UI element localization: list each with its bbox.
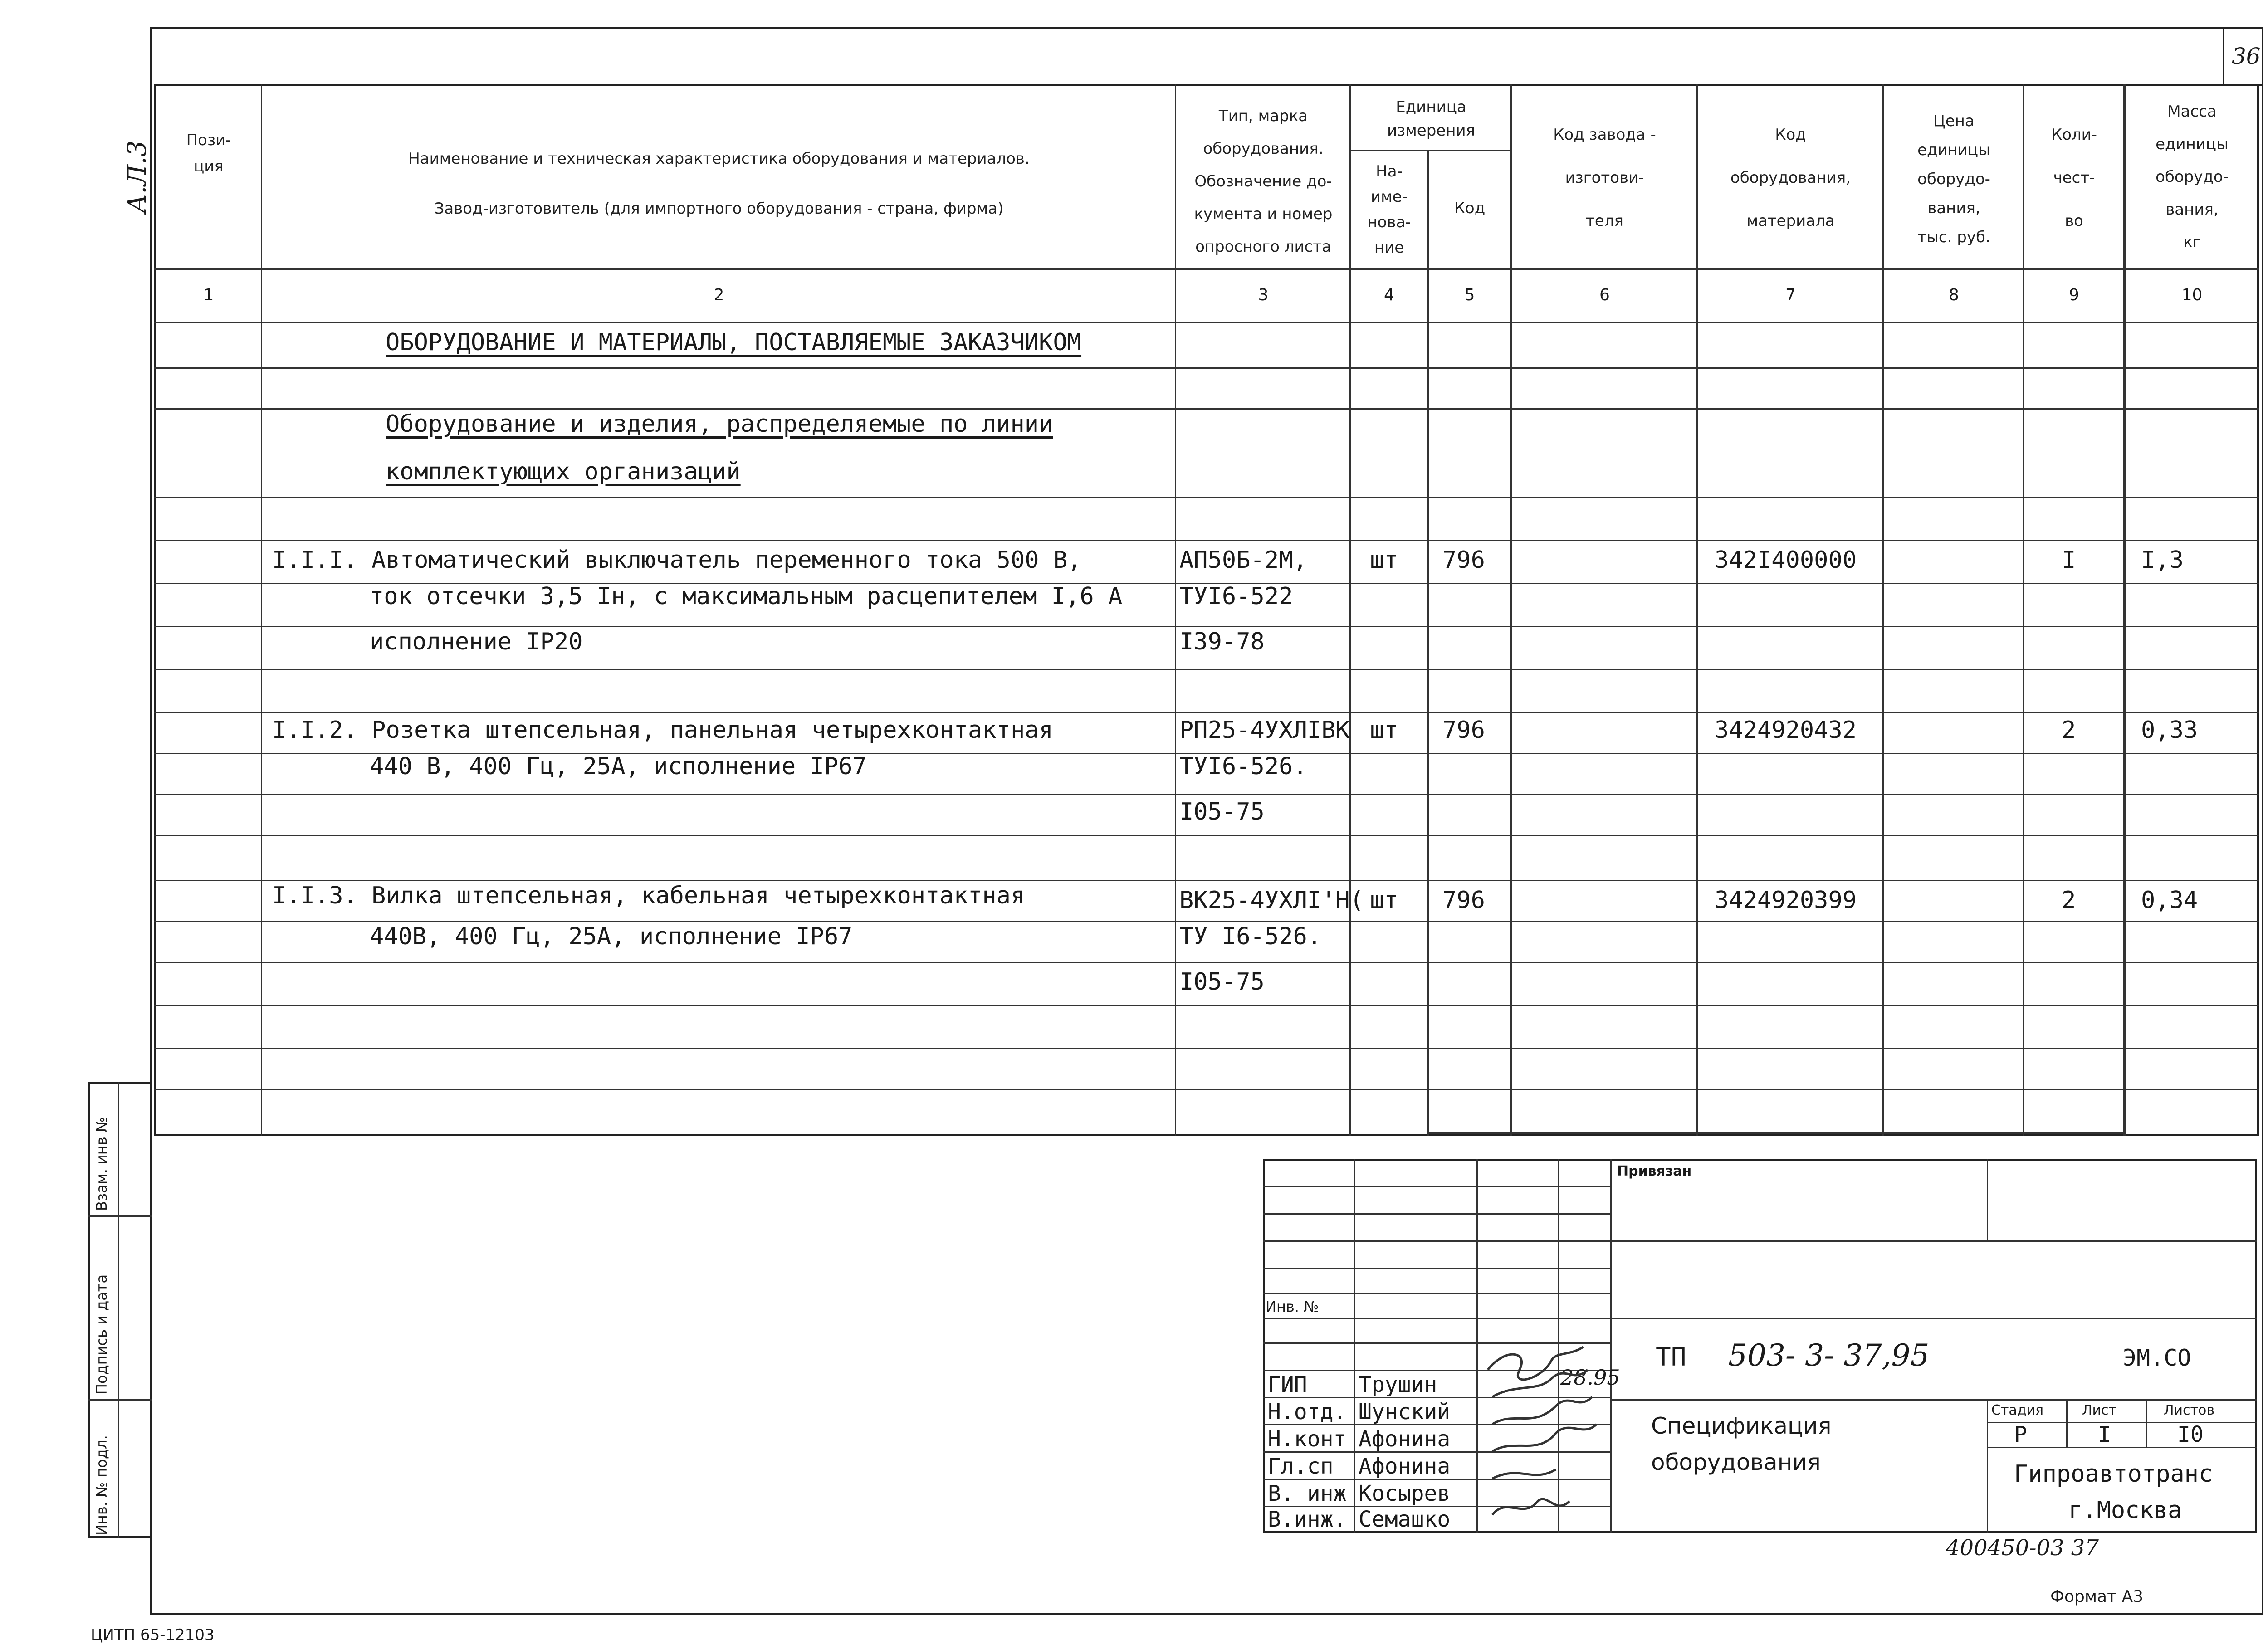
handwritten-signatures (1479, 1342, 1615, 1533)
sig-role-6: В.инж. (1268, 1507, 1347, 1532)
col-num-3: 3 (1258, 286, 1269, 304)
project-code: 503- 3- 37,95 (1728, 1338, 1930, 1373)
col-num-5: 5 (1464, 286, 1475, 304)
section-subtitle-2: комплектующих организаций (386, 458, 741, 485)
col-num-10: 10 (2181, 286, 2203, 304)
col-num-7: 7 (1785, 286, 1796, 304)
item-2-unit: шт (1370, 717, 1398, 744)
item-1-type-3: I39-78 (1179, 628, 1265, 655)
item-1-mass: I,3 (2141, 547, 2184, 574)
item-2-code: 3424920432 (1715, 717, 1857, 744)
item-2-type-1: РП25-4УХЛIВК (1179, 717, 1350, 744)
section-subtitle-1: Оборудование и изделия, распределяемые по линии (386, 410, 1053, 438)
format-label: Формат А3 (2050, 1587, 2144, 1606)
item-3-mass: 0,34 (2141, 887, 2198, 914)
stage-label: Стадия (1991, 1402, 2044, 1418)
col-num-9: 9 (2069, 286, 2079, 304)
sig-role-1: ГИП (1268, 1372, 1307, 1397)
item-2-line-1: I.I.2. Розетка штепсельная, панельная четырехконтактная (272, 717, 1053, 744)
sheets-value: I0 (2177, 1422, 2204, 1447)
item-3-type-2: ТУ I6-526. (1179, 923, 1322, 950)
item-1-line-1: I.I.I. Автоматический выключатель переменного тока 500 В, (272, 547, 1082, 574)
item-3-type-3: I05-75 (1179, 968, 1265, 996)
item-2-qty: 2 (2062, 717, 2076, 744)
item-3-qty: 2 (2062, 887, 2076, 914)
sheet-value: I (2098, 1422, 2111, 1447)
item-2-mass: 0,33 (2141, 717, 2198, 744)
item-2-line-2: 440 В, 400 Гц, 25А, исполнение IP67 (370, 753, 867, 780)
item-2-type-2: ТУI6-526. (1179, 753, 1307, 780)
bottom-left-code: ЦИТП 65-12103 (91, 1626, 215, 1644)
project-prefix: ТП (1656, 1342, 1686, 1372)
sig-role-3: Н.конт (1268, 1426, 1347, 1452)
item-3-line-2: 440В, 400 Гц, 25А, исполнение IP67 (370, 923, 853, 950)
header-price: Цена единицы оборудо- вания, тыс. руб. (1917, 112, 1990, 246)
header-unit-code: Код (1454, 199, 1486, 217)
item-1-qty: I (2062, 547, 2076, 574)
archive-number: 400450-03 37 (1946, 1535, 2099, 1561)
header-type: Тип, марка оборудования. Обозначение до- кумента и номер опросного листа (1194, 107, 1333, 256)
item-3-type-1: ВК25-4УХЛI'Н( (1179, 887, 1364, 914)
sig-role-2: Н.отд. (1268, 1399, 1347, 1425)
header-name: Наименование и техническая характеристика оборудования и материалов. Завод-изготовитель (для импортного оборудования - страна, фирма) (408, 150, 1030, 218)
sig-name-6: Семашко (1359, 1507, 1451, 1532)
doc-title-1: Спецификация (1651, 1413, 1832, 1439)
item-3-unit-code: 796 (1442, 887, 1485, 914)
header-mass: Масса единицы оборудо- вания, кг (2156, 103, 2229, 251)
col-num-8: 8 (1949, 286, 1959, 304)
item-1-type-1: АП50Б-2М, (1179, 547, 1307, 574)
header-unit-name: На- име- нова- ние (1367, 162, 1411, 257)
sig-role-4: Гл.сп (1268, 1454, 1334, 1479)
org-city: г.Москва (2068, 1497, 2182, 1524)
item-3-line-1: I.I.3. Вилка штепсельная, кабельная четырехконтактная (272, 882, 1025, 909)
side-stamp-replace: Взам. инв № (93, 1117, 110, 1211)
header-equip-code: Код оборудования, материала (1730, 126, 1851, 230)
sheets-label: Листов (2164, 1402, 2215, 1418)
sig-name-4: Афонина (1359, 1454, 1451, 1479)
org-name: Гипроавтотранс (2014, 1460, 2213, 1488)
sig-name-2: Шунский (1359, 1399, 1451, 1425)
header-quantity: Коли- чест- во (2051, 126, 2097, 230)
date-note: 28.95 (1560, 1365, 1620, 1390)
corner-sheet-number: 36 (2232, 43, 2261, 69)
col-num-4: 4 (1384, 286, 1394, 304)
stage-value: Р (2014, 1422, 2027, 1447)
item-1-unit-code: 796 (1442, 547, 1485, 574)
item-1-code: 342I400000 (1715, 547, 1857, 574)
sig-name-3: Афонина (1359, 1426, 1451, 1452)
col-num-1: 1 (203, 286, 214, 304)
doc-title-2: оборудования (1651, 1449, 1821, 1475)
header-position: Пози- ция (186, 131, 231, 176)
sig-name-1: Трушин (1359, 1372, 1437, 1397)
section-title: ОБОРУДОВАНИЕ И МАТЕРИАЛЫ, ПОСТАВЛЯЕМЫЕ ЗАКАЗЧИКОМ (386, 329, 1082, 356)
sig-role-5: В. инж (1268, 1481, 1347, 1506)
sheet-mark: ЭМ.СО (2123, 1345, 2191, 1371)
privyazan-label: Привязан (1617, 1163, 1692, 1179)
sig-name-5: Косырев (1359, 1481, 1451, 1506)
item-2-type-3: I05-75 (1179, 798, 1265, 825)
item-1-type-2: ТУI6-522 (1179, 583, 1293, 610)
header-unit-group: Единица измерения (1387, 98, 1476, 140)
side-stamp-sign: Подпись и дата (93, 1274, 110, 1395)
item-1-line-3: исполнение IP20 (370, 628, 583, 655)
header-maker-code: Код завода - изготови- теля (1553, 126, 1656, 230)
sheet-label: Лист (2082, 1402, 2117, 1418)
item-2-unit-code: 796 (1442, 717, 1485, 744)
item-3-unit: шт (1370, 887, 1398, 914)
item-1-line-2: ток отсечки 3,5 Iн, с максимальным расцепителем I,6 А (370, 583, 1123, 610)
item-1-unit: шт (1370, 547, 1398, 574)
item-3-code: 3424920399 (1715, 887, 1857, 914)
margin-note: А.Л.3 (122, 140, 152, 213)
side-stamp-inv: Инв. № подл. (93, 1435, 110, 1535)
col-num-6: 6 (1599, 286, 1610, 304)
col-num-2: 2 (714, 286, 724, 304)
inv-no-label: Инв. № (1266, 1298, 1319, 1315)
